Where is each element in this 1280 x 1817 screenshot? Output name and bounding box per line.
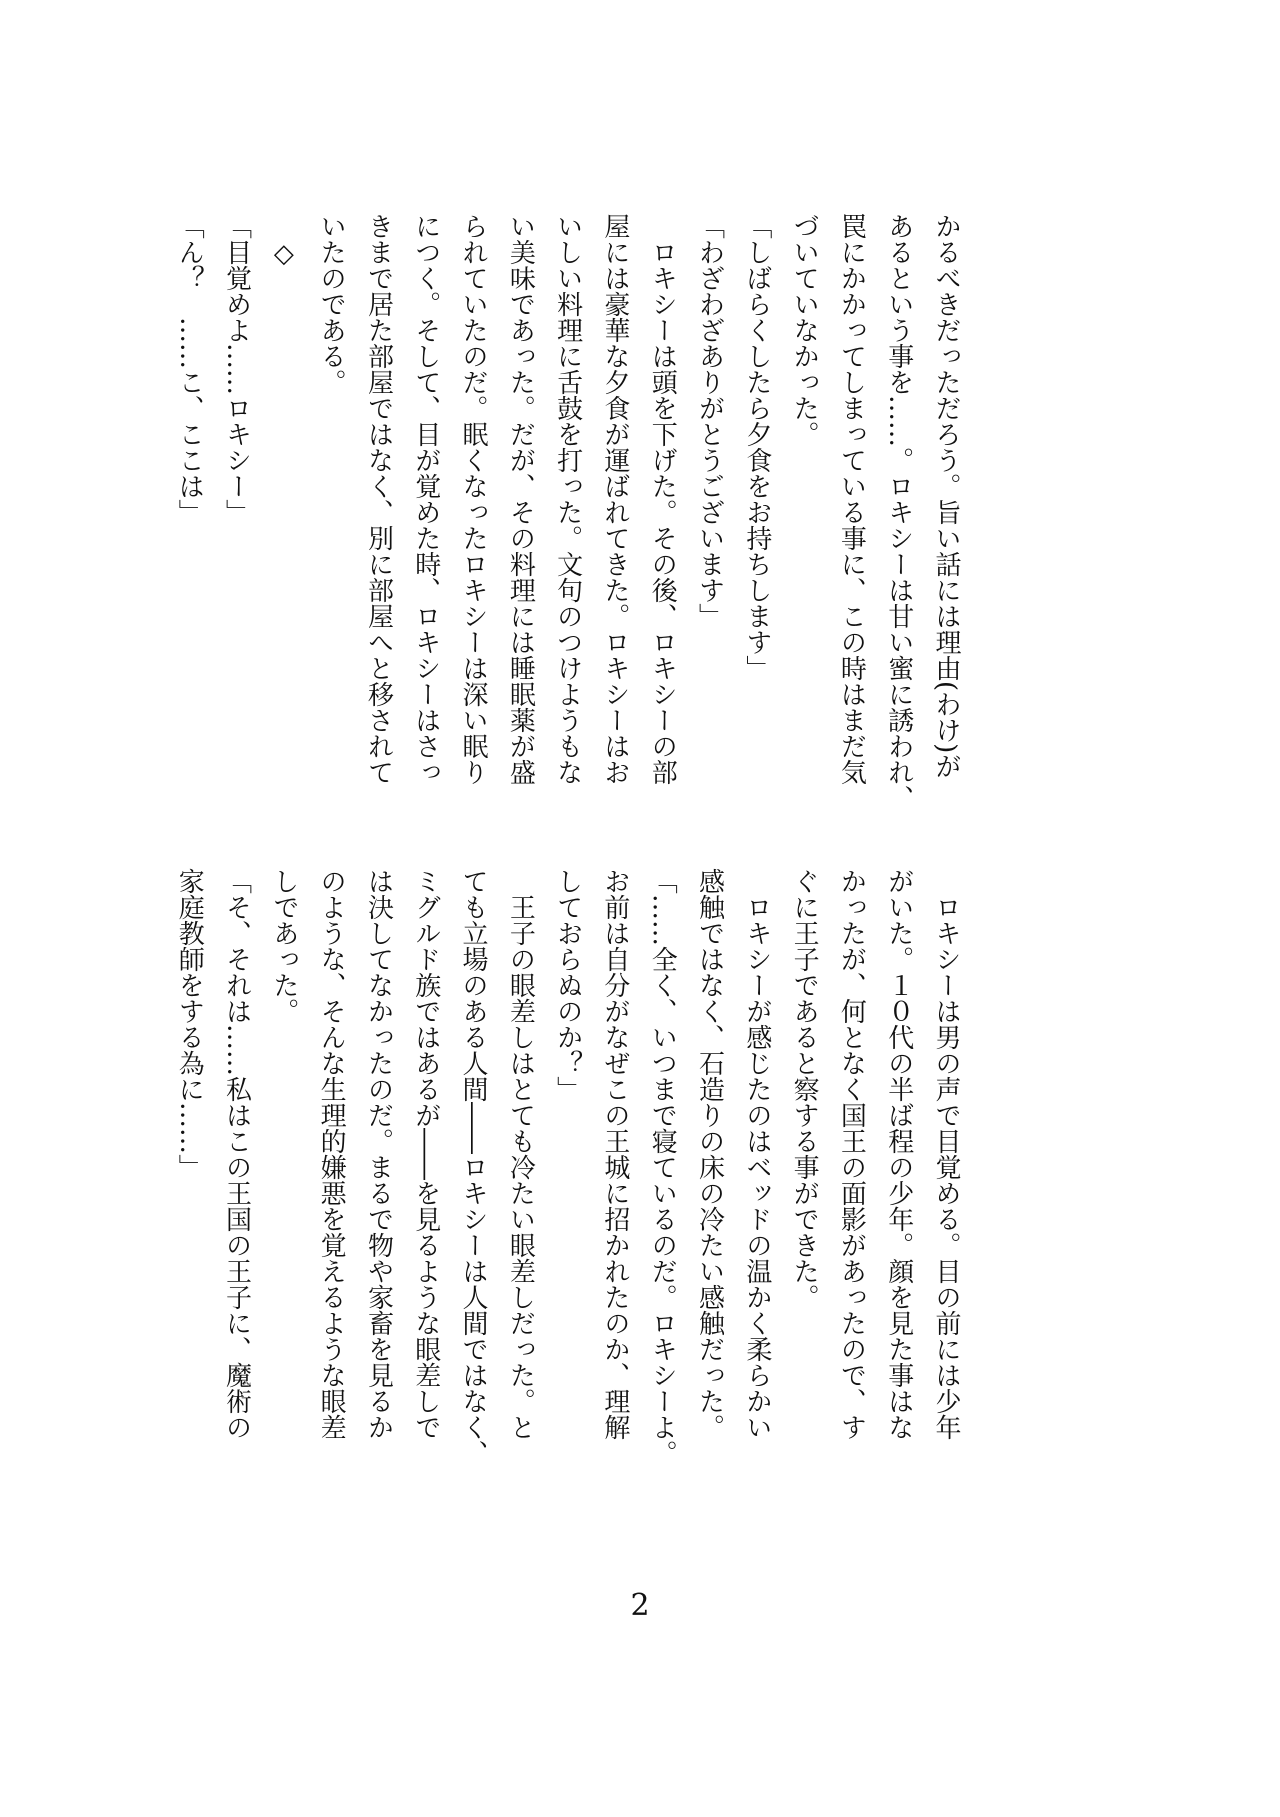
text-line: られていたのだ。眠くなったロキシーは深い眠り	[458, 213, 489, 785]
text-line: がいた。１０代の半ば程の少年。顔を見た事はな	[883, 868, 914, 1440]
text-line: しであった。	[268, 868, 299, 1024]
text-line: 「ん？ ……こ、ここは」	[174, 213, 205, 525]
text-line: ても立場のある人間――ロキシーは人間ではなく、	[458, 868, 489, 1466]
text-line: づいていなかった。	[789, 213, 820, 447]
text-line: ◇	[268, 213, 299, 269]
text-line: 「……全く、いつまで寝ているのだ。ロキシーよ。	[647, 868, 678, 1466]
text-block-top	[165, 213, 969, 811]
text-line: いしい料理に舌鼓を打った。文句のつけようもな	[552, 213, 583, 785]
text-line: 王子の眼差しはとても冷たい眼差しだった。と	[505, 868, 536, 1440]
text-line: 「目覚めよ……ロキシー」	[221, 213, 252, 525]
text-line: ぐに王子であると察する事ができた。	[789, 868, 820, 1310]
text-line: 屋には豪華な夕食が運ばれてきた。ロキシーはお	[599, 213, 630, 785]
text-line: 感触ではなく、石造りの床の冷たい感触だった。	[694, 868, 725, 1440]
page-number: 2	[630, 1588, 650, 1623]
text-line: は決してなかったのだ。まるで物や家畜を見るか	[363, 868, 394, 1440]
text-line: い美味であった。だが、その料理には睡眠薬が盛	[505, 213, 536, 785]
text-line: いたのである。	[316, 213, 347, 395]
text-line: 家庭教師をする為に……」	[174, 868, 205, 1180]
text-line: かったが、何となく国王の面影があったので、す	[836, 868, 867, 1440]
text-line: 罠にかかってしまっている事に、この時はまだ気	[836, 213, 867, 785]
text-line: のような、そんな生理的嫌悪を覚えるような眼差	[316, 868, 347, 1440]
text-line: 「わざわざありがとうございます」	[694, 213, 725, 629]
text-line: あるという事を……。ロキシーは甘い蜜に誘われ、	[883, 213, 914, 811]
text-line: ロキシーは男の声で目覚める。目の前には少年	[931, 868, 961, 1440]
text-line: ミグルド族ではあるが――を見るような眼差しで	[410, 868, 441, 1440]
text-line: につく。そして、目が覚めた時、ロキシーはさっ	[410, 213, 441, 785]
text-line: 「しばらくしたら夕食をお持ちします」	[741, 213, 772, 681]
text-line: しておらぬのか？」	[552, 868, 583, 1102]
text-line: ロキシーが感じたのはベッドの温かく柔らかい	[741, 868, 772, 1440]
text-line: お前は自分がなぜこの王城に招かれたのか、理解	[599, 868, 630, 1440]
text-line: ロキシーは頭を下げた。その後、ロキシーの部	[647, 213, 678, 785]
text-line: かるべきだっただろう。旨い話には理由(わけ)が	[931, 213, 961, 780]
text-line: きまで居た部屋ではなく、別に部屋へと移されて	[363, 213, 394, 785]
text-line: 「そ、それは……私はこの王国の王子に、魔術の	[221, 868, 252, 1440]
text-block-bottom	[165, 868, 969, 1466]
